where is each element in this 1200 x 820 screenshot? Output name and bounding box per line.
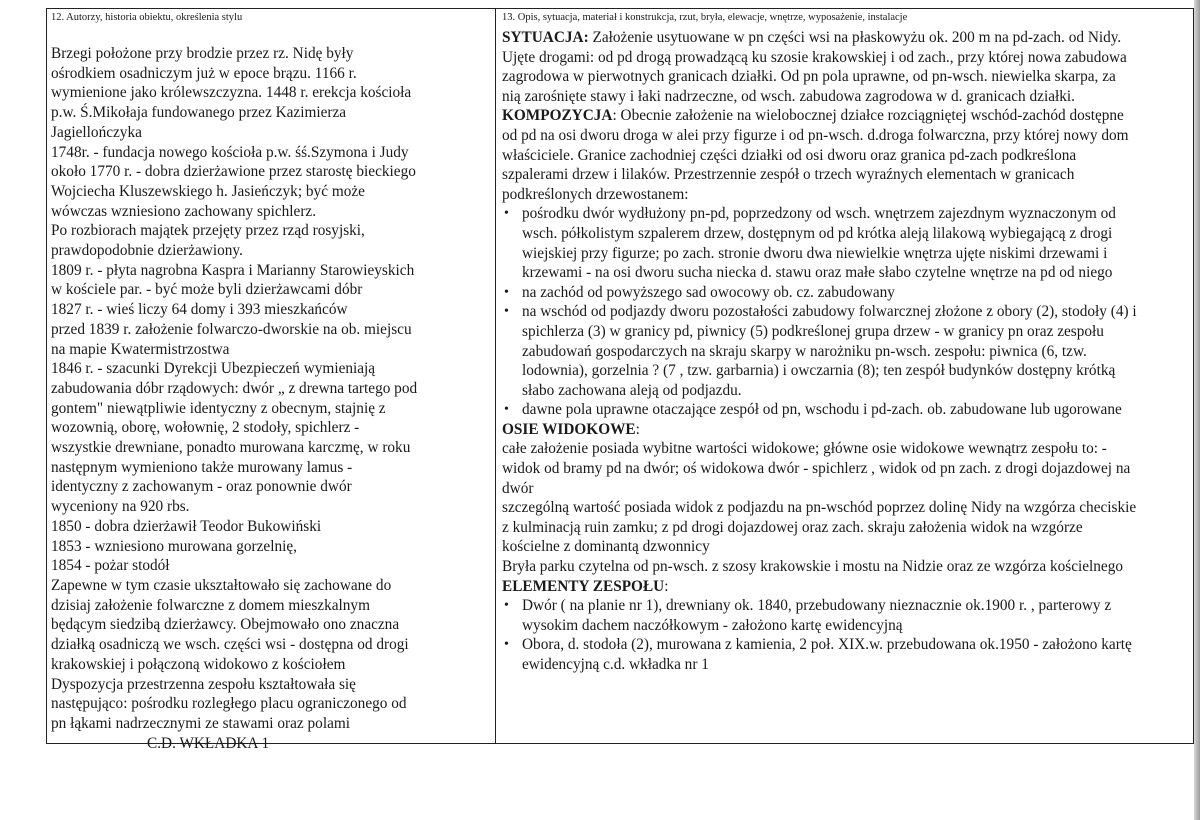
history-line: działką osadniczą we wsch. części wsi - dostępna od drogi xyxy=(51,636,409,654)
description-line: zagrodowa w pierwotnych granicach działki. Od pn pola uprawne, od pn-wsch. niewielka skarpa, za xyxy=(502,68,1116,86)
history-line: w kościele par. - być może byli dzierżawcami dóbr xyxy=(51,281,363,299)
section-text: : Obecnie założenie na wielobocznej działce rozciągniętej wschód-zachód dostępne xyxy=(612,107,1124,125)
history-line: prawdopodobnie dzierżawiony. xyxy=(51,242,243,260)
description-line: Ujęte drogami: od pd drogą prowadzącą ku szosie krakowskiej i od zach., przy której nowa zabudowa xyxy=(502,48,1127,66)
history-column xyxy=(47,9,495,752)
section-label: OSIE WIDOKOWE xyxy=(502,420,636,438)
bullet-item: • Dwór ( na planie nr 1), drewniany ok. 1840, przebudowany nieznacznie ok.1900 r. , parterowy z xyxy=(502,596,1187,616)
description-column xyxy=(496,9,1193,743)
bullet-continuation: wiejskiej przy figurze; po zach. stronie dworu dwa niewielkie wnętrza ujęte niskimi drzewami i xyxy=(522,244,1108,262)
history-line: Brzegi położone przy brodzie przez rz. Nidę były xyxy=(51,45,354,62)
section-text: : xyxy=(664,577,669,595)
description-line: szczególną wartość posiada widok z podjazdu na pn-wschód poprzez dolinę Nidy na wzgórza checiskie xyxy=(502,499,1137,517)
history-line: przed 1839 r. założenie folwarczo-dworskie na ob. miejscu xyxy=(51,320,412,338)
history-line: następnym wymieniono także murowany lamus - xyxy=(51,458,353,476)
section-text: : xyxy=(635,420,640,438)
history-line: dzisiaj założenie folwarczne z domem mieszkalnym xyxy=(51,596,370,614)
history-line: wymienione jako królewszczyzna. 1448 r. erekcja kościoła xyxy=(51,84,412,102)
history-line: wówczas wzniesiono zachowany spichlerz. xyxy=(51,202,317,220)
history-line: ośrodkiem osadniczym już w epoce brązu. 1166 r. xyxy=(51,64,357,82)
section-heading-line xyxy=(502,106,1187,126)
bullet-item: • pośrodku dwór wydłużony pn-pd, poprzedzony od wsch. wnętrzem zajezdnym wyznaczonym od xyxy=(502,204,1187,224)
history-line: Jagiellończyka xyxy=(51,123,142,141)
section-heading-line xyxy=(502,577,1187,597)
history-line: następująco: pośrodku rozległego placu ograniczonego od xyxy=(51,695,407,713)
description-text xyxy=(502,28,1187,675)
bullet-continuation: spichlerza (3) w granicy pd, piwnicy (5) podkreślonej grupa drzew - w granicy pn oraz zespołu xyxy=(522,322,1104,340)
history-line: około 1770 r. - dobra dzierżawione przez starostę bieckiego xyxy=(51,163,416,181)
section-text: Założenie usytuowane w pn części wsi na płaskowyżu ok. 200 m na pd-zach. od Nidy. xyxy=(588,29,1122,46)
history-column-header: 12. Autorzy, historia obiektu, określenia stylu xyxy=(51,12,243,23)
history-line: Wojciecha Kluszewskiego h. Jasieńczyk; być może xyxy=(51,182,365,200)
bullet-item: • na wschód od podjazdy dworu pozostałości zabudowy folwarcznej złożone z obory (2), stodoły (4) i xyxy=(502,302,1187,322)
history-line: Dyspozycja przestrzenna zespołu kształtowała się xyxy=(51,675,356,693)
description-line: podkreślonych drzewostanem: xyxy=(502,185,689,203)
history-line: krakowskiej i połączoną widokowo z kościołem xyxy=(51,655,346,673)
history-line: gontem" niewątpliwie identyczny z obecnym, stajnię z xyxy=(51,399,386,417)
history-line: 1846 r. - szacunki Dyrekcji Ubezpieczeń wymieniają xyxy=(51,360,376,378)
bullet-continuation: lodownia), gorzelnia ? (7 , tzw. garbarnia) i owczarnia (8); ten zespół budynków dostępny krótką xyxy=(522,362,1116,380)
description-line: dwór xyxy=(502,479,534,497)
bullet-continuation: wsch. półkolistym szpalerem drzew, dostępnym od pd krótka aleją lilakową wybiegającą z drogi xyxy=(522,224,1113,242)
history-line: identyczny z zachowanym - oraz ponownie dwór xyxy=(51,478,352,496)
description-column-header: 13. Opis, sytuacja, materiał i konstrukcja, rzut, bryła, elewacje, wnętrze, wyposażenie, instalacje xyxy=(502,12,908,23)
description-line: szpalerami drzew i lilaków. Przestrzennie zespół o trzech wyraźnych elementach w granicach xyxy=(502,166,1075,184)
description-line: widok od bramy pd na dwór; oś widokowa dwór - spichlerz , widok od pn zach. z drogi dojazdowej na xyxy=(502,460,1131,478)
history-line: Po rozbiorach majątek przejęty przez rząd rosyjski, xyxy=(51,222,365,240)
description-line: z kulminacją ruin zamku; z pd drogi dojazdowej oraz zach. skraju założenia widok na wzgórze xyxy=(502,518,1083,536)
history-line: p.w. Ś.Mikołaja fundowanego przez Kazimierza xyxy=(51,104,347,122)
form-sheet xyxy=(46,8,1194,752)
history-line: 1809 r. - płyta nagrobna Kaspra i Marianny Starowieyskich xyxy=(51,261,415,279)
bullet-item: • na zachód od powyższego sad owocowy ob. cz. zabudowany xyxy=(502,283,1187,303)
history-line: Zapewne w tym czasie ukształtowało się zachowane do xyxy=(51,576,392,594)
description-line: nią zarośnięte stawy i łaki nadrzeczne, od wsch. zabudowa zagrodowa w d. granicach działki. xyxy=(502,87,1075,105)
history-line: wozownią, oborę, wołownię, 2 stodoły, spichlerz - xyxy=(51,419,360,437)
section-heading-line xyxy=(502,28,1187,48)
bullet-continuation: słabo zachowana aleją od podjazdu. xyxy=(522,381,742,399)
section-label: SYTUACJA: xyxy=(502,29,589,46)
bullet-continuation: ewidencyjną c.d. wkładka nr 1 xyxy=(522,656,709,673)
bullet-item: • Obora, d. stodoła (2), murowana z kamienia, 2 poł. XIX.w. przebudowana ok.1950 - założono kartę xyxy=(502,635,1187,655)
description-line: Bryła parku czytelna od pn-wsch. z szosy krakowskie i mostu na Nidzie oraz ze wzgórza kościelnego xyxy=(502,558,1124,576)
continuation-note: C.D. WKŁADKA 1 xyxy=(147,734,270,752)
history-text xyxy=(51,44,489,753)
history-line: 1854 - pożar stodół xyxy=(51,557,170,575)
history-line: 1850 - dobra dzierżawił Teodor Bukowiński xyxy=(51,517,322,535)
history-line: 1748r. - fundacja nowego kościoła p.w. śś.Szymona i Judy xyxy=(51,143,409,161)
bullet-item: • dawne pola uprawne otaczające zespół od pn, wschodu i pd-zach. ob. zabudowane lub ugorowane xyxy=(502,400,1187,420)
history-line: na mapie Kwatermistrzostwa xyxy=(51,340,230,358)
description-line: kościelne z dominantą dzwonnicy xyxy=(502,538,710,556)
bullet-continuation: krzewami - na osi dworu sucha niecka d. stawu oraz małe słabo czytelne wnętrze na pd od niego xyxy=(522,264,1113,282)
history-line: 1827 r. - wieś liczy 64 domy i 393 mieszkańców xyxy=(51,301,348,319)
section-label: ELEMENTY ZESPOŁU xyxy=(502,577,665,595)
description-line: właściciele. Granice zachodniej części działki od osi dworu oraz granica pd-zach podkreślona xyxy=(502,146,1077,164)
scan-edge-shadow xyxy=(1194,0,1200,820)
history-line: wyceniony na 920 rbs. xyxy=(51,498,190,516)
history-line: 1853 - wzniesiono murowana gorzelnię, xyxy=(51,537,297,555)
bullet-continuation: wysokim dachem naczółkowym - założono kartę ewidencyjną xyxy=(522,616,903,634)
history-line: wszystkie drewniane, ponadto murowana karczmę, w roku xyxy=(51,439,411,457)
description-line: całe założenie posiada wybitne wartości widokowe; główne osie widokowe wewnątrz zespołu to: - xyxy=(502,440,1107,458)
history-line: pn łąkami nadrzecznymi ze stawami oraz polami xyxy=(51,714,351,732)
bullet-continuation: zabudowań gospodarczych na skraju skarpy w narożniku pn-wsch. zespołu: piwnica (6, tzw. xyxy=(522,342,1087,360)
section-label: KOMPOZYCJA xyxy=(502,107,613,125)
history-line: zabudowania dóbr rządowych: dwór „ z drewna tartego pod xyxy=(51,379,418,397)
section-heading-line xyxy=(502,420,1187,440)
description-line: od pd na osi dworu droga w alei przy figurze i od pn-wsch. d.droga folwarczna, przy której nowy dom xyxy=(502,126,1129,144)
history-line: będącym siedzibą dzierżawcy. Obejmowało ono znaczna xyxy=(51,616,400,634)
